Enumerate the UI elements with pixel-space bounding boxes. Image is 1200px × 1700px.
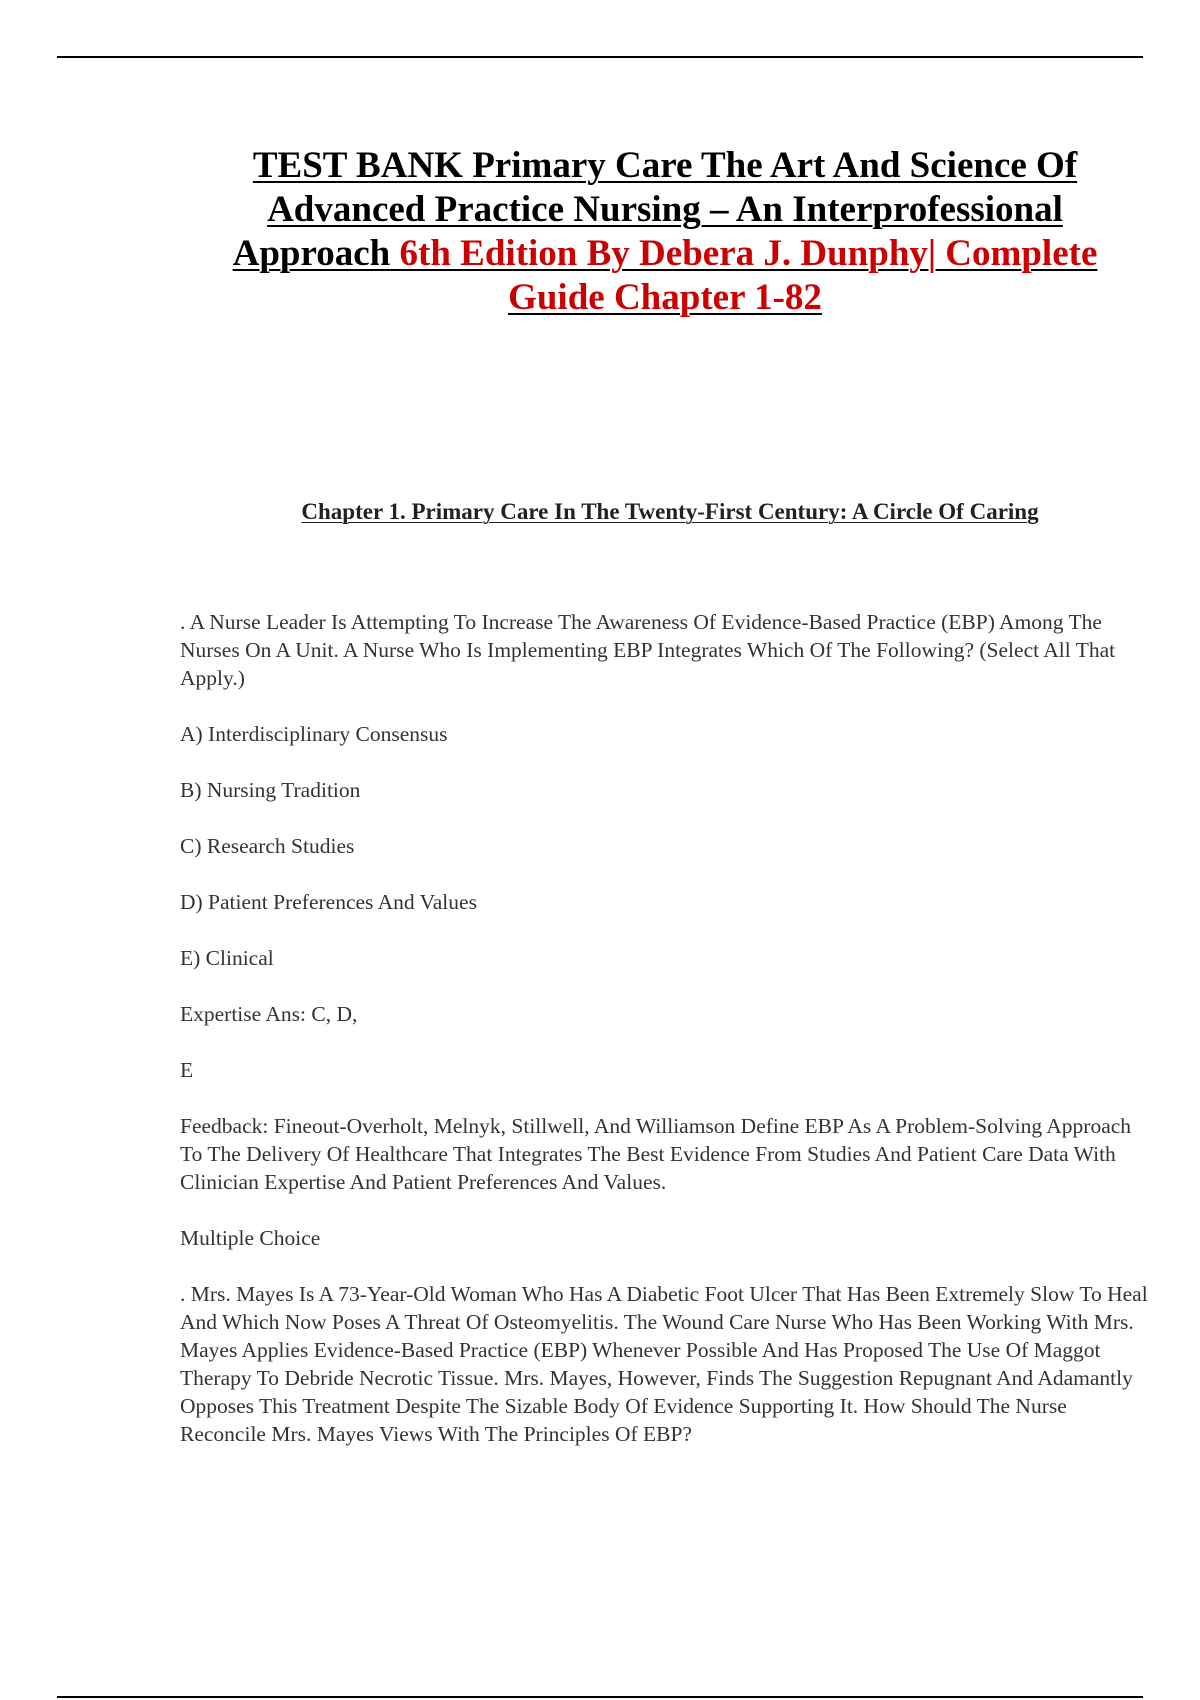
option-c: C) Research Studies	[180, 834, 355, 858]
option-d: D) Patient Preferences And Values	[180, 890, 477, 914]
question-type: Multiple Choice	[180, 1226, 321, 1250]
title-black-text: TEST BANK Primary Care The Art And Science Of Advanced Practice Nursing – An Interprofessional Approach	[232, 145, 1078, 274]
option-b: B) Nursing Tradition	[180, 778, 361, 802]
document-title	[200, 144, 1130, 320]
title-red-text: 6th Edition By Debera J. Dunphy| Complete Guide Chapter 1-82	[399, 233, 1098, 318]
chapter-heading: Chapter 1. Primary Care In The Twenty-First Century: A Circle Of Caring	[301, 499, 1039, 524]
document-body	[180, 608, 1155, 1476]
answer-continued: E	[180, 1058, 194, 1082]
question-2-stem: . Mrs. Mayes Is A 73-Year-Old Woman Who Has A Diabetic Foot Ulcer That Has Been Extremely Slow To Heal And Which Now Poses A Threat Of Osteomyelitis. The Wound Care Nurse Who Has Been Working With Mrs. Mayes Applies Evidence-Based Practice (EBP) Whenever Possible And Has Proposed The Use Of Maggot Therapy To Debride Necrotic Tissue. Mrs. Mayes, However, Finds The Suggestion Repugnant And Adamantly Opposes This Treatment Despite The Sizable Body Of Evidence Supporting It. How Should The Nurse Reconcile Mrs. Mayes Views With The Principles Of EBP?	[180, 1282, 1148, 1446]
option-e: E) Clinical	[180, 946, 274, 970]
feedback-paragraph: Feedback: Fineout-Overholt, Melnyk, Stillwell, And Williamson Define EBP As A Problem-Solving Approach To The Delivery Of Healthcare That Integrates The Best Evidence From Studies And Patient Care Data With Clinician Expertise And Patient Preferences And Values.	[180, 1114, 1132, 1194]
question-1-stem: . A Nurse Leader Is Attempting To Increase The Awareness Of Evidence-Based Practice (EBP) Among The Nurses On A Unit. A Nurse Who Is Implementing EBP Integrates Which Of The Following? (Select All That Apply.)	[180, 610, 1116, 690]
top-rule	[57, 56, 1143, 58]
bottom-rule	[57, 1696, 1143, 1698]
answer-line: Expertise Ans: C, D,	[180, 1002, 358, 1026]
option-a: A) Interdisciplinary Consensus	[180, 722, 448, 746]
